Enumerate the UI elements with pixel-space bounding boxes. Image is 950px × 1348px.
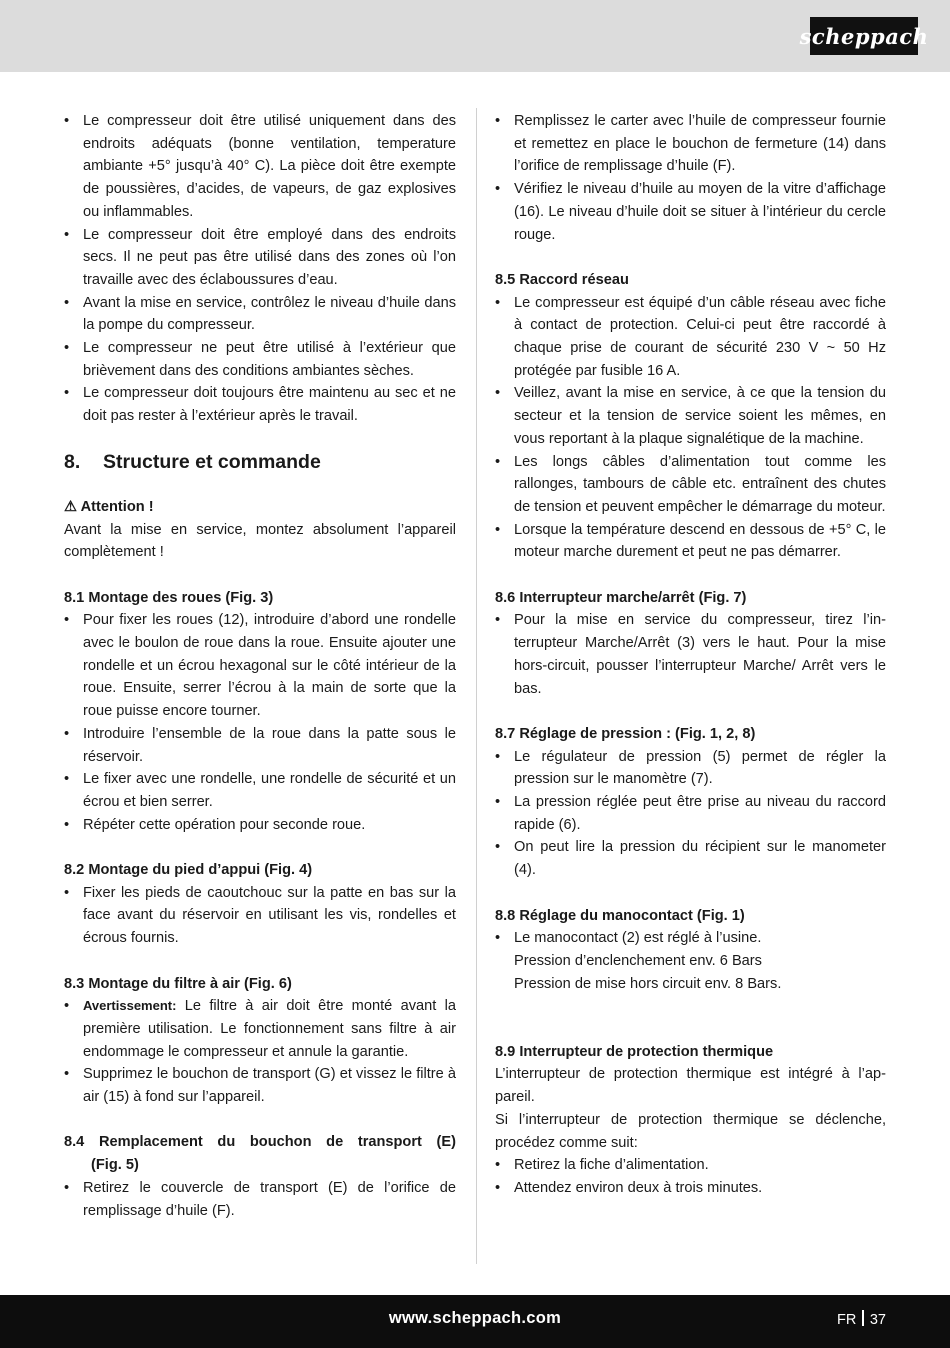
list-item: • La pression réglée peut être prise au niveau du raccord rapide (6).	[495, 791, 886, 836]
section-heading-8-2: 8.2 Montage du pied d’appui (Fig. 4)	[64, 862, 313, 879]
warning-text: Le filtre à air doit être monté avant la première utilisation. Le fonctionnement sans filtre à air endommage le compresseur et annule la garantie.	[83, 998, 456, 1060]
list-item: • Le compresseur ne peut être utilisé à l’extérieur que brièvement dans des conditions ambiantes sèches.	[64, 337, 456, 382]
section-heading-8-8: 8.8 Réglage du manocontact (Fig. 1)	[495, 907, 745, 924]
list-item: • Répéter cette opération pour seconde roue.	[64, 814, 456, 837]
section-heading-8-5: 8.5 Raccord réseau	[495, 271, 629, 288]
chapter-number: 8.	[64, 450, 81, 473]
section-heading-8-7: 8.7 Réglage de pression : (Fig. 1, 2, 8)	[495, 725, 756, 742]
warning-icon: ⚠	[64, 498, 78, 515]
list-item: • Le manocontact (2) est réglé à l’usine.	[495, 927, 886, 950]
paragraph: Si l’interrupteur de protection thermique se déclenche, procédez comme suit:	[495, 1111, 886, 1151]
language-code: FR	[837, 1312, 857, 1328]
section-8-7-list	[495, 746, 886, 882]
section-heading-8-4	[64, 1131, 456, 1176]
list-item: • Fixer les pieds de caoutchouc sur la patte en bas sur la face avant du réservoir en utilisant les vis, rondelles et écrous fournis.	[64, 882, 456, 950]
oil-fill-list	[495, 110, 886, 246]
list-item: • Lorsque la température descend en dessous de +5° C, le moteur marche durement et peut ne pas démarrer.	[495, 519, 886, 564]
section-heading-8-9: 8.9 Interrupteur de protection thermique	[495, 1043, 774, 1060]
left-column	[64, 110, 456, 1222]
list-item: • Le compresseur doit être utilisé uniquement dans des endroits adéquats (bonne ventilation, temperature ambiante +5° jusqu’à 40° C). La pièce doit être exempte de poussières, d’acides, de vapeurs, de gaz explosives ou inflammables.	[64, 110, 456, 224]
attention-text: Avant la mise en service, montez absolument l’appareil complètement !	[64, 521, 456, 561]
list-item: • Les longs câbles d’alimentation tout comme les rallonges, tambours de câble etc. entraînent des chutes de tension et peuvent empêcher le démarrage du moteur.	[495, 451, 886, 519]
warning-label: Avertissement:	[83, 998, 177, 1014]
section-heading-8-6: 8.6 Interrupteur marche/arrêt (Fig. 7)	[495, 589, 747, 606]
list-item	[64, 995, 456, 1063]
page-number: 37	[869, 1312, 886, 1328]
list-item: • Retirez le couvercle de transport (E) de l’orifice de remplissage d’huile (F).	[64, 1177, 456, 1222]
list-item: • Le compresseur doit toujours être maintenu au sec et ne doit pas rester à l’extérieur après le travail.	[64, 382, 456, 427]
intro-list	[64, 110, 456, 428]
column-divider	[476, 108, 477, 1264]
section-heading-8-3: 8.3 Montage du filtre à air (Fig. 6)	[64, 975, 292, 992]
list-item: • Remplissez le carter avec l’huile de compresseur fournie et remettez en place le bouchon de fermeture (14) dans l’orifice de remplissage d’huile (F).	[495, 110, 886, 178]
list-item: • Retirez la fiche d’alimentation.	[495, 1154, 886, 1177]
switch-off-pressure: Pression de mise hors circuit env. 8 Bars.	[514, 975, 782, 992]
section-8-8-list	[495, 927, 886, 950]
right-column	[495, 110, 886, 1200]
list-item: • Avant la mise en service, contrôlez le niveau d’huile dans la pompe du compresseur.	[64, 292, 456, 337]
list-item: • Vérifiez le niveau d’huile au moyen de la vitre d’affichage (16). Le niveau d’huile doit se situer à l’intérieur du cercle rouge.	[495, 178, 886, 246]
list-item: • Attendez environ deux à trois minutes.	[495, 1177, 886, 1200]
section-8-3-list	[64, 995, 456, 1109]
section-8-5-list	[495, 292, 886, 564]
separator	[862, 1310, 864, 1326]
chapter-title: Structure et commande	[103, 450, 321, 473]
list-item: • Le compresseur est équipé d’un câble réseau avec fiche à contact de protection. Celui-ci peut être raccordé à chaque prise de courant de sécurité 230 V ~ 50 Hz protégée par fusible 16 A.	[495, 292, 886, 383]
page-indicator	[837, 1310, 886, 1328]
section-heading-8-4-line2: (Fig. 5)	[91, 1157, 139, 1174]
brand-logo: scheppach	[810, 17, 918, 55]
attention-heading	[64, 496, 456, 519]
list-item: • Introduire l’ensemble de la roue dans la patte sous le réservoir.	[64, 723, 456, 768]
list-item: • On peut lire la pression du récipient sur le manometer (4).	[495, 836, 886, 881]
chapter-heading	[64, 450, 456, 474]
section-8-4-list	[64, 1177, 456, 1222]
list-item: • Le compresseur doit être employé dans des endroits secs. Il ne peut pas être utilisé dans des zones où l’on travaille avec des éclaboussures d’eau.	[64, 224, 456, 292]
section-heading-8-1: 8.1 Montage des roues (Fig. 3)	[64, 589, 274, 606]
list-item: • Le fixer avec une rondelle, une rondelle de sécurité et un écrou et bien serrer.	[64, 768, 456, 813]
list-item: • Supprimez le bouchon de transport (G) et vissez le filtre à air (15) à fond sur l’appareil.	[64, 1063, 456, 1108]
section-8-6-list	[495, 609, 886, 700]
paragraph: L’interrupteur de protection thermique est intégré à l’appareil.	[495, 1066, 886, 1106]
section-8-9-list	[495, 1154, 886, 1199]
list-item: • Pour la mise en service du compresseur, tirez l’interrupteur Marche/Arrêt (3) vers le haut. Pour la mise hors-circuit, pousser l’interrupteur Marche/ Arrêt vers le bas.	[495, 609, 886, 700]
footer-url-link[interactable]: www.scheppach.com	[388, 1309, 562, 1327]
attention-label: Attention !	[80, 498, 154, 515]
list-item: • Pour fixer les roues (12), introduire d’abord une rondelle avec le boulon de roue dans la roue. Ensuite ajouter une rondelle et un écrou hexagonal sur le côté intérieur de la roue. Ensuite, serrer l’écrou à la main de sorte que la roue puisse encore tourner.	[64, 609, 456, 723]
list-item: • Veillez, avant la mise en service, à ce que la tension du secteur et la tension de service soient les mêmes, en vous reportant à la plaque signalétique de la machine.	[495, 382, 886, 450]
section-heading-8-4-line1: 8.4 Remplacement du bouchon de transport (E)	[64, 1134, 456, 1151]
section-8-1-list	[64, 609, 456, 836]
list-item: • Le régulateur de pression (5) permet de régler la pression sur le manomètre (7).	[495, 746, 886, 791]
switch-on-pressure: Pression d’enclenchement env. 6 Bars	[514, 952, 762, 969]
section-8-2-list	[64, 882, 456, 950]
spacer	[495, 995, 886, 1018]
